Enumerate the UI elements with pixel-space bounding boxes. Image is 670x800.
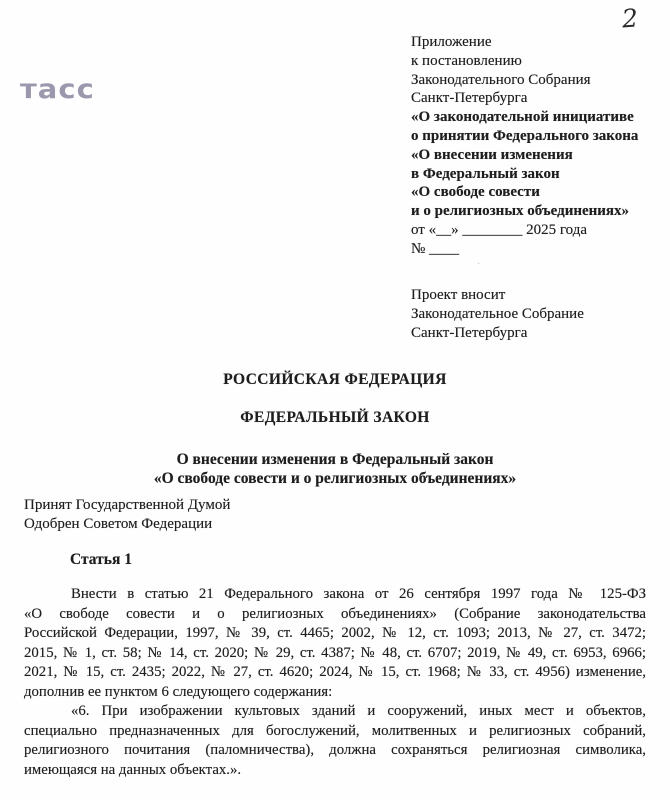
appendix-line: Законодательного Собрания: [411, 71, 591, 88]
appendix-line: «О законодательной инициативе: [411, 109, 634, 126]
appendix-line: и о религиозных объединениях»: [411, 203, 630, 220]
body-line: специально предназначенных для богослужений, молитвенных и религиозных собраний,: [24, 722, 646, 739]
body-line: Российской Федерации, 1997, № 39, ст. 4465; 2002, № 12, ст. 1093; 2013, № 27, ст. 3472;: [24, 625, 646, 641]
scan-artifact-speck: ·: [477, 259, 481, 270]
tass-watermark-logo: тасс: [20, 73, 95, 105]
law-heading-block: [0, 371, 670, 488]
appendix-date-line: от «__» ________ 2025 года: [411, 221, 587, 238]
article-1-title: Статья 1: [70, 551, 132, 568]
body-line: «О свободе совести и о религиозных объединениях» (Собрание законодательства: [24, 605, 646, 622]
heading-law-type: ФЕДЕРАЛЬНЫЙ ЗАКОН: [240, 409, 430, 426]
heading-subject-line: О внесении изменения в Федеральный закон: [176, 451, 494, 468]
appendix-line: о принятии Федерального закона: [411, 127, 639, 144]
article-body: [24, 585, 646, 780]
appendix-requisites-block: [411, 33, 661, 259]
body-line: религиозного почитания (паломничества), должна сохраняться религиозная символика,: [24, 742, 646, 758]
adoption-block: [24, 496, 230, 534]
body-line: «6. При изображении культовых зданий и сооружений, иных мест и объектов,: [71, 703, 646, 719]
submitter-block: [411, 286, 661, 342]
submitter-line: Проект вносит: [411, 287, 506, 303]
body-line: Внести в статью 21 Федерального закона от 26 сентября 1997 года № 125-ФЗ: [71, 586, 646, 602]
body-line: дополнив ее пунктом 6 следующего содержания:: [24, 683, 333, 700]
submitter-line: Санкт-Петербурга: [411, 324, 528, 341]
body-line: 2021, № 15, ст. 2435; 2022, № 27, ст. 4620; 2024, № 15, ст. 1968; № 33, ст. 4956) изменение,: [24, 664, 646, 680]
heading-subject-line: «О свободе совести и о религиозных объединениях»: [153, 469, 517, 487]
appendix-line: к постановлению: [411, 52, 522, 69]
adoption-line: Принят Государственной Думой: [24, 497, 231, 513]
submitter-line: Законодательное Собрание: [411, 305, 584, 322]
appendix-line: Приложение: [411, 34, 492, 50]
appendix-line: в Федеральный закон: [411, 165, 560, 182]
body-line: 2015, № 1, ст. 58; № 14, ст. 2020; № 29, ст. 4387; № 48, ст. 6707; 2019, № 49, ст. 6953, 6966;: [24, 644, 646, 661]
appendix-number-line: № ____: [411, 240, 460, 257]
appendix-line: «О свободе совести: [411, 184, 540, 201]
body-line: имеющаяся на данных объектах.».: [24, 761, 242, 778]
appendix-line: «О внесении изменения: [411, 146, 573, 163]
page-number: 2: [621, 3, 639, 34]
adoption-line: Одобрен Советом Федерации: [24, 516, 213, 532]
appendix-line: Санкт-Петербурга: [411, 90, 528, 107]
heading-country: РОССИЙСКАЯ ФЕДЕРАЦИЯ: [223, 371, 447, 388]
